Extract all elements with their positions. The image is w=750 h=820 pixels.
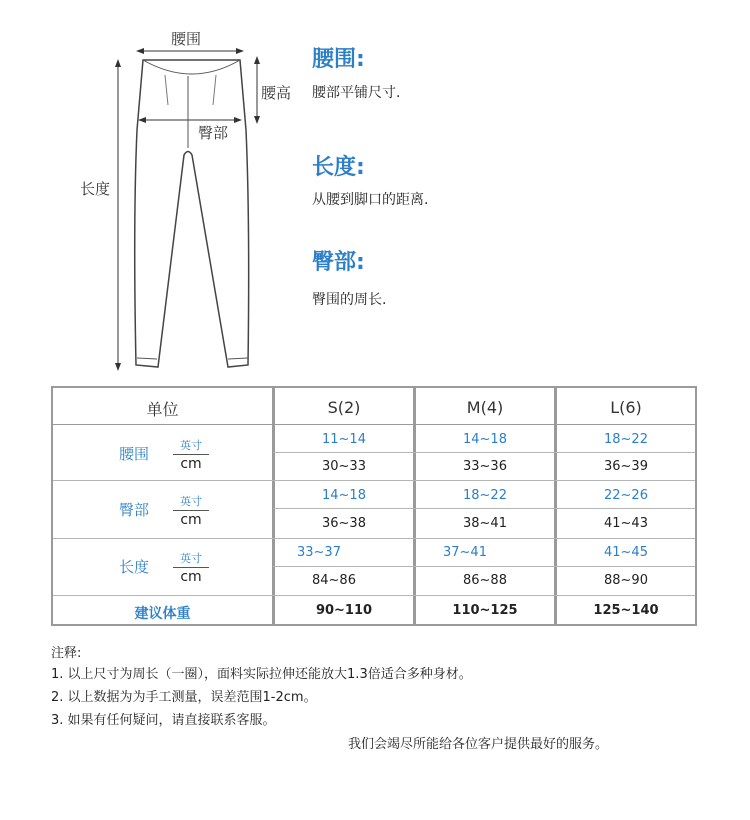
unit-cm: cm [180,569,202,585]
unit-fraction [173,439,209,471]
fraction-bar [173,567,209,568]
sub-divider [273,566,695,567]
row-divider [53,424,695,425]
row-divider [53,480,695,481]
length-label: 长度 [80,180,111,198]
closing-message: 我们会竭尽所能给各位客户提供最好的服务。 [348,737,609,752]
sub-divider [273,452,695,453]
size-header-l: L(6) [610,398,642,417]
waist-definition-title: 腰围: [312,47,365,72]
hip-l-cm: 41~43 [604,516,648,531]
waist-l-inch: 18~22 [604,432,648,447]
length-definition-text: 从腰到脚口的距离. [312,192,429,208]
waist-definition-text: 腰部平铺尺寸. [312,85,401,101]
unit-inch: 英寸 [180,552,202,565]
waist-m-inch: 14~18 [463,432,507,447]
hip-s-inch: 14~18 [322,488,366,503]
row-divider [53,595,695,596]
size-header-s: S(2) [327,398,361,417]
rise-label: 腰高 [261,84,292,102]
hip-definition-text: 臀围的周长. [312,292,387,308]
sub-divider [273,508,695,509]
weight-l: 125~140 [593,603,659,618]
hip-s-cm: 36~38 [322,516,366,531]
notes-heading: 注释: [51,646,82,661]
fraction-bar [173,510,209,511]
length-s-cm: 84~86 [312,573,356,588]
pants-outline [60,20,310,380]
unit-fraction [173,552,209,584]
length-l-cm: 88~90 [604,573,648,588]
fraction-bar [173,454,209,455]
waist-s-inch: 11~14 [322,432,366,447]
length-s-inch: 33~37 [297,545,341,560]
hip-m-inch: 18~22 [463,488,507,503]
hip-l-inch: 22~26 [604,488,648,503]
waist-m-cm: 33~36 [463,459,507,474]
unit-fraction [173,495,209,527]
waist-s-cm: 30~33 [322,459,366,474]
length-m-cm: 86~88 [463,573,507,588]
note-item: 3. 如果有任何疑问，请直接联系客服。 [51,713,276,728]
weight-label: 建议体重 [134,606,191,622]
note-item: 1. 以上尺寸为周长（一圈），面料实际拉伸还能放大1.3倍适合多种身材。 [51,667,472,682]
hip-m-cm: 38~41 [463,516,507,531]
size-table [51,386,697,626]
weight-s: 90~110 [315,603,373,618]
size-header-m: M(4) [466,398,504,417]
hip-label: 臀部 [198,124,229,142]
length-m-inch: 37~41 [443,545,487,560]
waist-label: 腰围 [171,30,202,48]
length-l-inch: 41~45 [604,545,648,560]
note-item: 2. 以上数据为为手工测量，误差范围1-2cm。 [51,690,317,705]
row-label-hip: 臀部 [119,501,150,519]
unit-header: 单位 [146,400,179,419]
row-divider [53,538,695,539]
unit-inch: 英寸 [180,439,202,452]
waist-l-cm: 36~39 [604,459,648,474]
unit-cm: cm [180,456,202,472]
pants-diagram [60,20,310,380]
hip-definition-title: 臀部: [312,250,365,275]
length-definition-title: 长度: [312,155,365,180]
unit-inch: 英寸 [180,495,202,508]
weight-m: 110~125 [452,603,518,618]
row-label-waist: 腰围 [119,445,150,463]
unit-cm: cm [180,512,202,528]
row-label-length: 长度 [119,558,150,576]
